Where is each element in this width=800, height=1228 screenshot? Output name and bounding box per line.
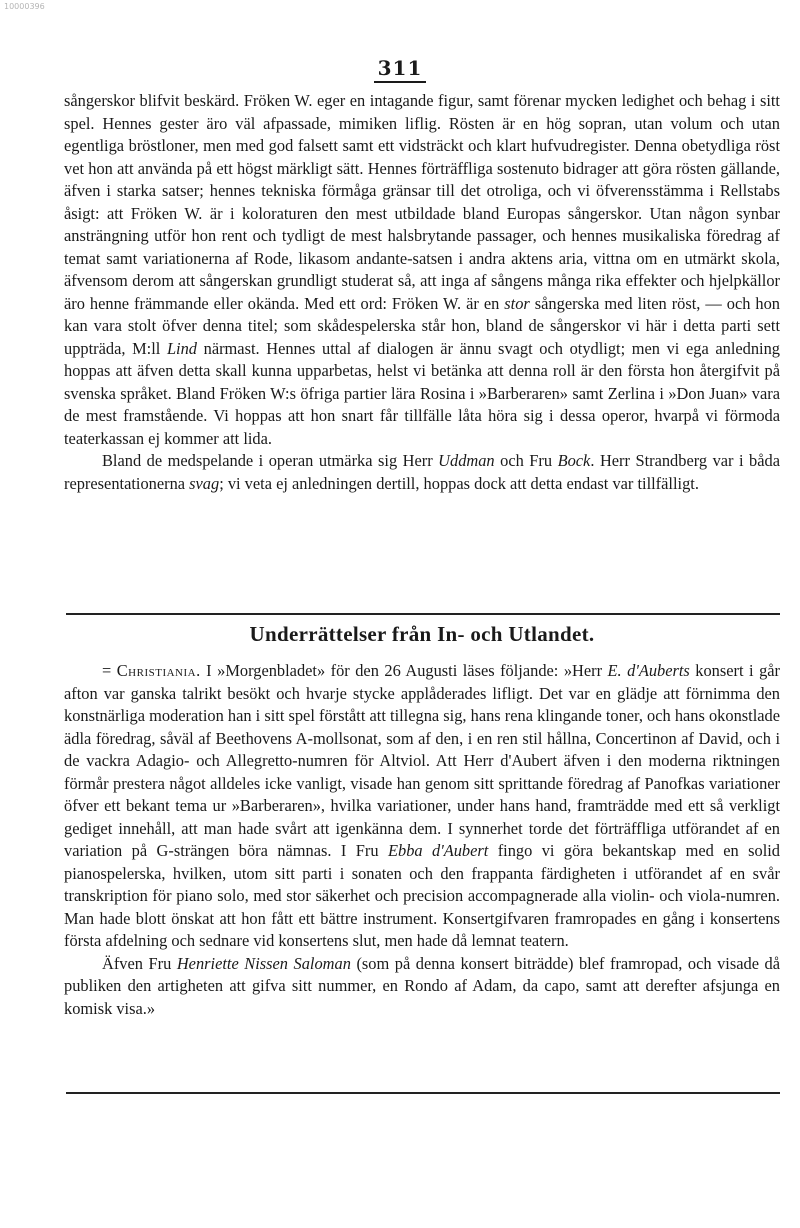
section-heading: Underrättelser från In- och Utlandet. bbox=[249, 622, 595, 646]
review-paragraph-2: Bland de medspelande i operan utmärka sig Herr Uddman och Fru Bock. Herr Strandberg var i båda representationerna svag; vi veta ej anledningen dertill, hoppas dock att detta endast var tillfälligt. bbox=[64, 451, 780, 493]
name-lind: Lind bbox=[166, 338, 197, 358]
review-paragraph-1: sångerskor blifvit beskärd. Fröken W. eger en intagande figur, samt förenar mycken ledighet och behag i sitt spel. Hennes gester äro väl afpassade, mimiken liflig. Rösten är en hög sopran, utan volum och utan egentliga bröstloner, men med god falsett samt ett vidsträckt och klart hufvudregister. Denna obetydliga röst vet hon att använda på ett högst märkligt sätt. Hennes förträffliga sostenuto bidrager att göra rösten gällande, äfven i starka satser; hennes tekniska förmåga gränsar till det otroliga, och vi öfverensstämma i Rellstabs åsigt: att Fröken W. är i koloraturen den mest utbildade bland Europas sångerskor. Utan någon synbar ansträngning utför hon rent och tydligt de mest halsbrytande passager, och hennes musikaliska föredrag af temat samt variationerna af Rode, likasom andante-satsen i andra aktens aria, vittna om en utmärkt skola, äfvensom derom att sångerskan grundligt studerat så, att inga af sångens många rika effekter och hjelpkällor äro henne främmande eller okända. Med ett ord: Fröken W. är en stor sångerska med liten röst, — och hon kan vara stolt öfver denna titel; som skådespelerska står hon, bland de sångerskor vi här i detta parti sett uppträda, M:ll Lind närmast. Hennes uttal af dialogen är ännu svagt och otydligt; men vi ega anledning hoppas att äfven detta skall kunna upparbetas, helst vi betänka att denna roll är den första hon återgifvit på svenska språket. Bland Fröken W:s öfriga partier lära Rosina i »Barberaren» samt Zerlina i »Don Juan» vara de mest framstående. Vi hoppas att hon snart får tillfälle låta höra sig i dessa operor, hvarpå vi förmoda teaterkassan ej kommer att lida. bbox=[64, 91, 780, 448]
page-id-stamp: 10000396 bbox=[4, 2, 45, 11]
place-christiania: Christiania. bbox=[116, 661, 201, 680]
news-paragraph-2: Äfven Fru Henriette Nissen Saloman (som på denna konsert biträdde) blef framropad, och visade då publiken den artigheten att gifva sitt nummer, en Rondo af Adam, da capo, samt att derefter afsjunga en komisk visa.» bbox=[64, 953, 780, 1018]
name-uddman: Uddman bbox=[438, 451, 495, 470]
section-divider-bottom bbox=[66, 1092, 780, 1094]
name-bock: Bock bbox=[557, 451, 591, 470]
emphasis-stor: stor bbox=[504, 293, 530, 313]
page-number: 311 bbox=[0, 56, 800, 83]
emphasis-svag: svag bbox=[189, 473, 220, 493]
name-henriette-nissen-saloman: Henriette Nissen Saloman bbox=[176, 953, 351, 973]
review-continuation bbox=[64, 90, 780, 495]
news-section bbox=[64, 660, 780, 1020]
news-paragraph-1: = Christiania. I »Morgenbladet» för den 26 Augusti läses följande: »Herr E. d'Auberts konsert i går afton var ganska talrikt besökt och hvarje stycke applåderades lifligt. Det var en glädje att förnimma den konstnärliga moderation han i sitt spel förstått att tillegna sig, hans rena klingande toner, och hans okonstlade ädla föredrag, såväl af Beethovens A-mollsonat, som af den, i en ren stil hållna, Concertinon af David, och i de vackra Adagio- och Allegretto-numren för Altviol. Att Herr d'Aubert äfven i den moderna riktningen förmår prestera något alldeles icke vanligt, visade han genom sitt sprittande föredrag af Panofkas variationer öfver ett bekant tema ur »Barberaren», hvilka variationer, under hans hand, framträdde med ett så verkligt gediget innehåll, att man hade svårt att igenkänna dem. I synnerhet torde det förträffliga utförandet af en variation på G-strängen böra nämnas. I Fru Ebba d'Aubert fingo vi göra bekantskap med en solid pianospelerska, hvilken, utom sitt parti i sonaten och den frappanta färdigheten i utförandet af en svår transkription för piano solo, med stor säkerhet och precision accompagnerade alla violin- och viola-numren. Man hade blott önskat att hon fått ett bättre instrument. Konsertgifvaren framropades en gång i konsertens första afdelning och sednare vid konsertens slut, men hade då lemnat teatern. bbox=[64, 661, 780, 950]
section-divider-top bbox=[66, 613, 780, 615]
name-e-dauberts: E. d'Auberts bbox=[607, 661, 690, 680]
name-ebba-daubert: Ebba d'Aubert bbox=[387, 841, 489, 860]
